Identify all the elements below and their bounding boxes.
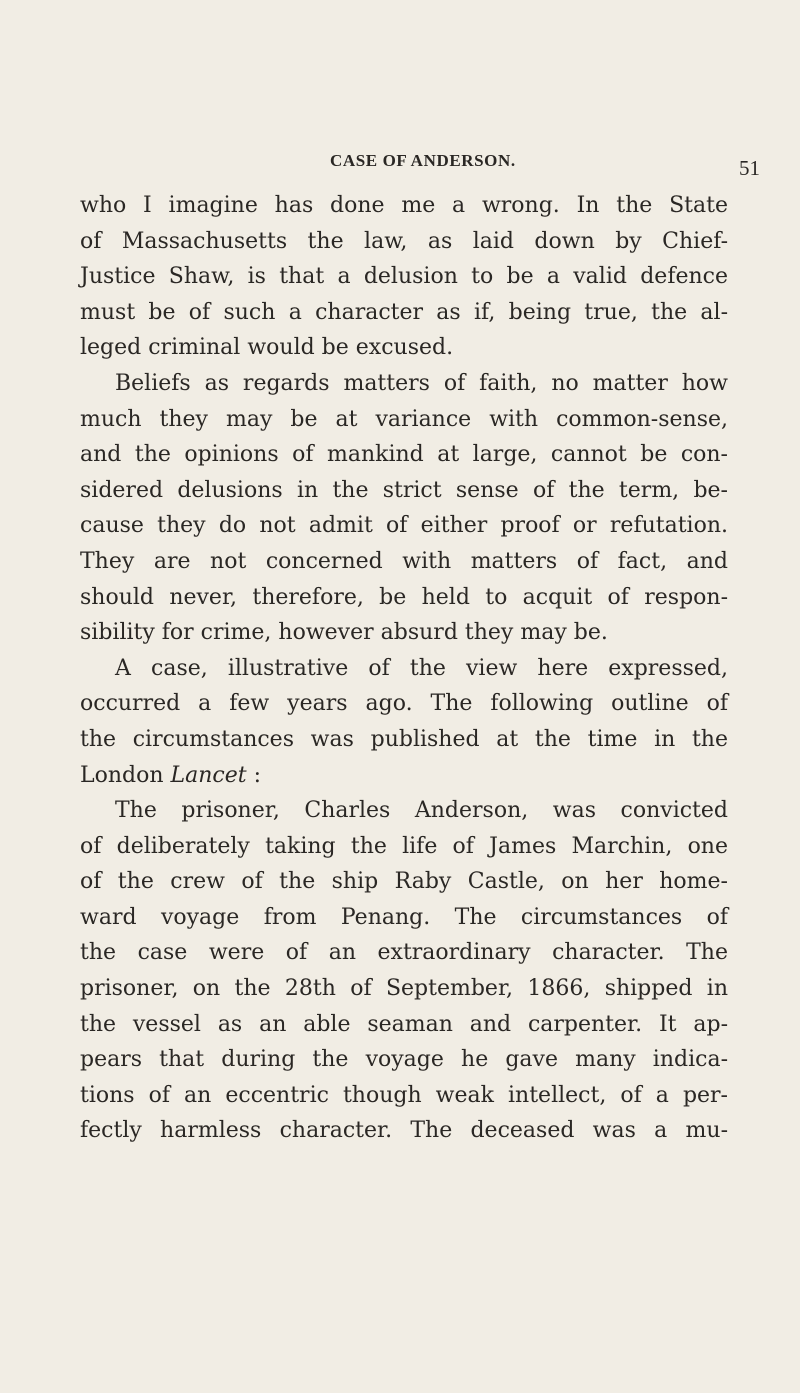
text-line: A case, illustrative of the view here expressed, (115, 655, 728, 681)
text-line: The prisoner, Charles Anderson, was convicted (115, 798, 728, 824)
text-line: ward voyage from Penang. The circumstances of (80, 904, 728, 930)
text-line: who I imagine has done me a wrong. In the State (80, 193, 728, 218)
text-line: They are not concerned with matters of fact, and (80, 548, 728, 574)
text-line: sibility for crime, however absurd they may be. (80, 620, 608, 646)
text-line: must be of such a character as if, being true, the al- (80, 299, 728, 325)
text-line: cause they do not admit of either proof or refutation. (80, 513, 728, 539)
text-line: occurred a few years ago. The following outline of (80, 691, 728, 717)
page-number: 51 (739, 156, 760, 180)
text-line: and the opinions of mankind at large, cannot be con- (80, 442, 728, 468)
text-line: the case were of an extraordinary character. The (80, 940, 728, 966)
body-text (80, 188, 728, 1149)
text-line: tions of an eccentric though weak intellect, of a per- (80, 1082, 728, 1108)
text-line: sidered delusions in the strict sense of the term, be- (80, 477, 728, 503)
running-head-title: CASE OF ANDERSON. (330, 151, 516, 170)
text-line: should never, therefore, be held to acquit of respon- (80, 584, 728, 610)
text-line: much they may be at variance with common-sense, (80, 406, 728, 432)
text-line: fectly harmless character. The deceased was a mu- (80, 1118, 728, 1144)
text-line: of the crew of the ship Raby Castle, on her home- (80, 869, 728, 895)
lancet-suffix: : (246, 762, 261, 788)
text-line: prisoner, on the 28th of September, 1866, shipped in (80, 976, 728, 1002)
text-line: Beliefs as regards matters of faith, no matter how (115, 370, 728, 396)
running-head (0, 148, 800, 178)
lancet-title: Lancet (170, 762, 247, 788)
lancet-prefix: London (80, 762, 171, 788)
text-line: the vessel as an able seaman and carpenter. It ap- (80, 1011, 728, 1037)
text-line: of Massachusetts the law, as laid down by Chief- (80, 228, 728, 254)
text-line: pears that during the voyage he gave many indica- (80, 1047, 728, 1073)
text-line: leged criminal would be excused. (80, 335, 454, 361)
text-line-lancet (80, 758, 728, 794)
text-line: the circumstances was published at the time in the (80, 726, 728, 752)
text-line: of deliberately taking the life of James Marchin, one (80, 833, 728, 859)
text-line: Justice Shaw, is that a delusion to be a valid defence (80, 264, 728, 290)
